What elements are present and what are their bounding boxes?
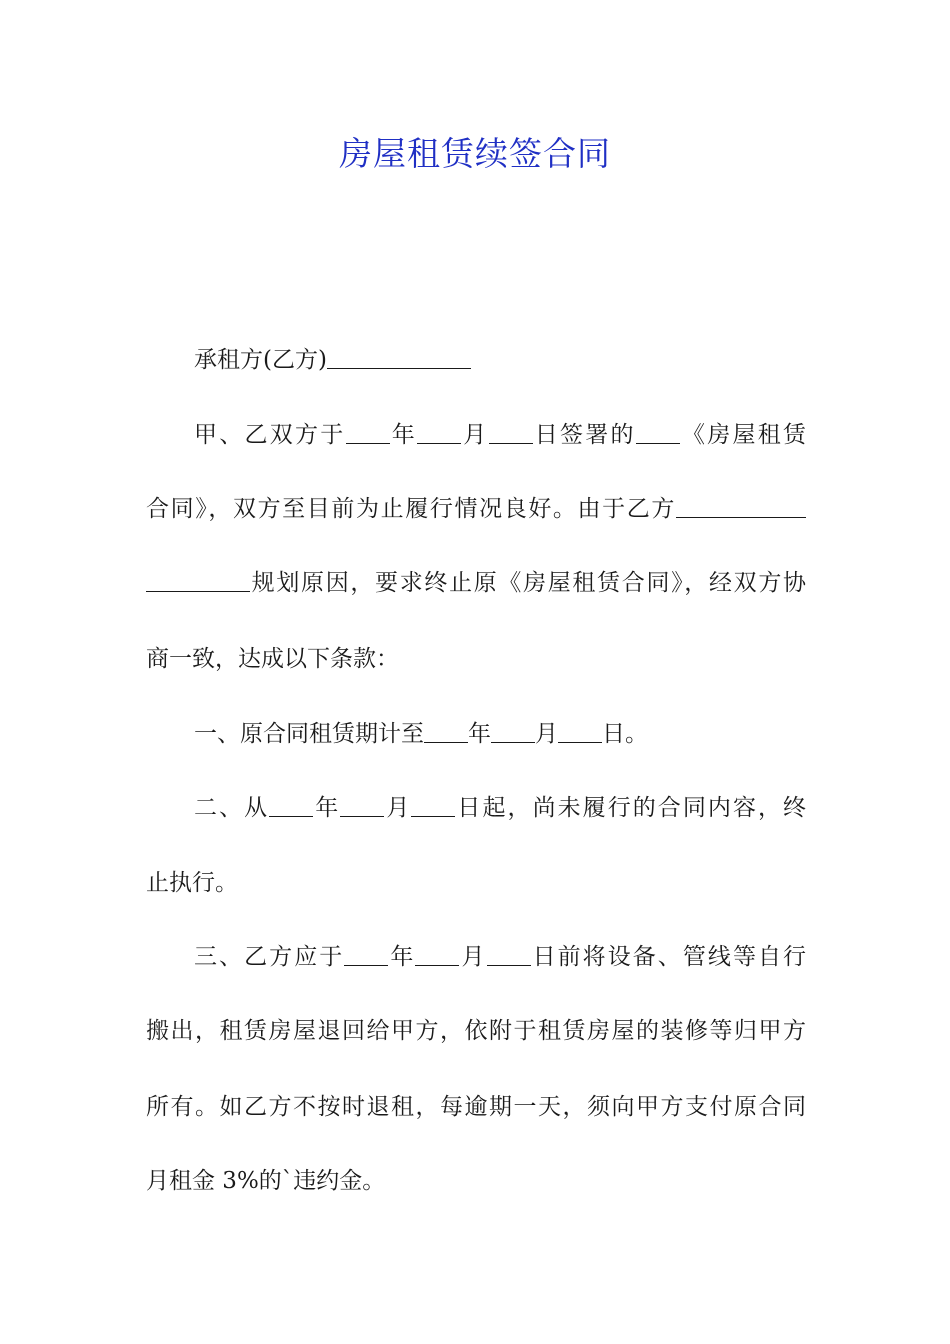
clause-2-text: 日起，尚未履行的合同内容，终 (455, 795, 807, 821)
year-blank (269, 794, 313, 817)
year-blank (344, 943, 388, 966)
contract-blank (636, 421, 680, 444)
paragraph-1-line-2 (146, 494, 806, 524)
clause-3-line-4 (146, 1166, 806, 1196)
clause-1-text: 一、原合同租赁期计至 (194, 721, 424, 747)
clause-2-text: 二、从 (194, 795, 270, 821)
year-blank (346, 421, 390, 444)
clause-3-text: 日前将设备、管线等自行 (530, 944, 807, 970)
clause-1 (194, 719, 806, 749)
month-blank (340, 794, 384, 817)
p1-text: 规划原因，要求终止原《房屋租赁合同》，经双方协 (250, 570, 806, 596)
tenant-blank (327, 346, 471, 369)
clause-2-text: 止执行。 (146, 870, 238, 896)
year-label: 年 (389, 422, 417, 448)
month-blank (417, 421, 461, 444)
paragraph-1-line-3 (146, 568, 806, 598)
clause-3-text: 月租金 3%的`违约金。 (146, 1168, 386, 1194)
year-blank (424, 720, 468, 743)
p1-text: 合同》，双方至目前为止履行情况良好。由于乙方 (146, 496, 676, 522)
day-label: 日。 (602, 721, 648, 747)
day-blank (558, 720, 602, 743)
p1-text: 商一致，达成以下条款： (146, 646, 399, 672)
month-label: 月 (459, 944, 487, 970)
clause-3-line-3 (146, 1092, 806, 1122)
tenant-label: 承租方(乙方) (194, 347, 327, 373)
document-title: 房屋租赁续签合同 (339, 134, 611, 173)
clause-3-line-1 (194, 942, 806, 972)
month-blank (491, 720, 535, 743)
reason-blank-2 (146, 569, 250, 592)
contract-name-start: 《房屋租赁 (679, 422, 806, 448)
paragraph-1-line-4 (146, 644, 806, 674)
year-label: 年 (388, 944, 416, 970)
clause-3-text: 搬出，租赁房屋退回给甲方，依附于租赁房屋的装修等归甲方 (146, 1018, 806, 1044)
day-blank (487, 943, 531, 966)
year-label: 年 (313, 795, 341, 821)
tenant-line (194, 345, 806, 375)
p1-text: 甲、乙双方于 (194, 422, 346, 448)
clause-2-line-2 (146, 868, 806, 898)
day-signed-label: 日签署的 (532, 422, 636, 448)
clause-3-text: 三、乙方应于 (194, 944, 345, 970)
year-label: 年 (468, 721, 491, 747)
clause-3-text: 所有。如乙方不按时退租，每逾期一天，须向甲方支付原合同 (146, 1094, 806, 1120)
reason-blank-1 (676, 495, 806, 518)
day-blank (489, 421, 533, 444)
month-label: 月 (461, 422, 489, 448)
day-blank (411, 794, 455, 817)
month-label: 月 (535, 721, 558, 747)
paragraph-1-line-1 (194, 420, 806, 450)
month-blank (415, 943, 459, 966)
month-label: 月 (384, 795, 412, 821)
clause-3-line-2 (146, 1016, 806, 1046)
clause-2-line-1 (194, 793, 806, 823)
